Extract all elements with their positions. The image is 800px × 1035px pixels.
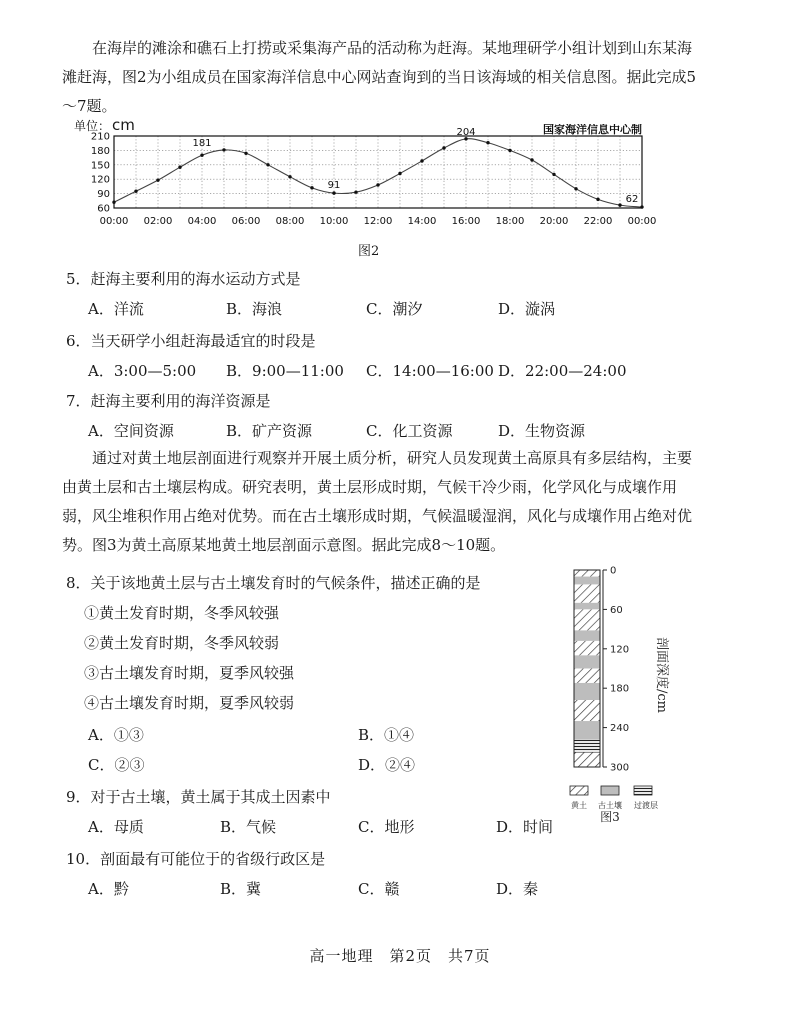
data-point — [574, 187, 577, 190]
layer-paleosol — [574, 577, 600, 585]
q10-option-c: C．赣 — [358, 880, 400, 898]
layer-loess — [574, 753, 600, 767]
data-point — [420, 159, 423, 162]
data-point — [178, 166, 181, 169]
y-tick-label: 180 — [90, 145, 110, 157]
q8-statement-4: ④古土壤发育时期，夏季风较弱 — [84, 694, 295, 712]
x-tick-label: 20:00 — [539, 216, 569, 227]
x-tick-label: 18:00 — [495, 216, 525, 227]
q10-option-a: A．黔 — [88, 880, 129, 898]
intro-paragraph-2: 通过对黄土地层剖面进行观察并开展土质分析，研究人员发现黄土高原具有多层结构，主要由黄土层和古土壤层构成。研究表明，黄土层形成时期，气候干冷少雨，化学风化与成壤作用弱，风尘堆积作用占绝对优势。而在古土壤形成时期，气候温暖湿润，风化与成壤作用占绝对优势。图3为黄土高原某地黄土地层剖面示意图。据此完成8～10题。 — [62, 449, 693, 554]
depth-tick-label: 60 — [610, 604, 623, 616]
data-point — [112, 201, 115, 204]
q10-option-b: B．冀 — [220, 880, 262, 898]
q7-option-d: D．生物资源 — [498, 422, 586, 440]
q7-option-b: B．矿产资源 — [226, 422, 313, 440]
data-point — [156, 178, 159, 181]
y-tick-label: 120 — [90, 174, 110, 186]
q8-option-d: D．②④ — [358, 756, 416, 774]
chart-unit: 单位： cm — [74, 116, 135, 134]
value-annotation: 62 — [625, 194, 639, 206]
q8-option-b: B．①④ — [358, 726, 415, 744]
y-tick-label: 60 — [97, 203, 110, 215]
tide-chart — [62, 124, 662, 236]
layer-loess — [574, 584, 600, 602]
chart-title: 国家海洋信息中心制 — [543, 124, 642, 136]
figure-3-caption: 图3 — [600, 810, 620, 824]
question-8: 8．关于该地黄土层与古土壤发育时的气候条件，描述正确的是 — [66, 574, 481, 592]
data-point — [486, 141, 489, 144]
data-point — [552, 173, 555, 176]
q9-option-b: B．气候 — [220, 818, 277, 836]
data-point — [640, 205, 643, 208]
q9-option-d: D．时间 — [496, 818, 554, 836]
layer-paleosol — [574, 603, 600, 610]
x-tick-label: 10:00 — [319, 216, 349, 227]
x-tick-label: 12:00 — [363, 216, 393, 227]
layer-loess — [574, 700, 600, 721]
depth-axis — [603, 566, 629, 774]
q6-option-a: A．3:00—5:00 — [88, 362, 197, 380]
depth-tick-label: 180 — [610, 683, 630, 695]
depth-tick-label: 120 — [610, 644, 630, 656]
data-point — [442, 146, 445, 149]
data-point — [222, 148, 225, 151]
intro-paragraph-1: 在海岸的滩涂和礁石上打捞或采集海产品的活动称为赶海。某地理研学小组计划到山东某海滩赶海，图2为小组成员在国家海洋信息中心网站查询到的当日该海域的相关信息图。据此完成5～7题。 — [62, 39, 697, 115]
q5-option-b: B．海浪 — [226, 300, 283, 318]
y-tick-label: 150 — [90, 160, 110, 172]
y-tick-label: 210 — [90, 131, 110, 143]
q10-option-d: D．秦 — [496, 880, 539, 898]
layer-loess — [574, 641, 600, 655]
layer-paleosol — [574, 683, 600, 700]
data-point — [244, 152, 247, 155]
question-6: 6．当天研学小组赶海最适宜的时段是 — [66, 332, 316, 350]
legend — [570, 786, 658, 810]
depth-axis-label: 剖面深度/cm — [654, 637, 669, 713]
x-tick-label: 04:00 — [187, 216, 217, 227]
y-tick-label: 90 — [97, 189, 110, 201]
figure-2-caption: 图2 — [358, 244, 380, 259]
q5-option-c: C．潮汐 — [366, 300, 423, 318]
layer-loess — [574, 669, 600, 683]
layer-transition — [574, 739, 600, 752]
data-point — [530, 158, 533, 161]
data-point — [200, 154, 203, 157]
x-tick-label: 16:00 — [451, 216, 481, 227]
data-point — [288, 175, 291, 178]
data-point — [376, 183, 379, 186]
depth-tick-label: 0 — [610, 565, 617, 577]
loess-profile-figure — [562, 562, 682, 824]
data-point — [508, 149, 511, 152]
data-point — [266, 163, 269, 166]
data-point — [354, 190, 357, 193]
value-annotation: 91 — [327, 180, 341, 192]
question-10: 10．剖面最有可能位于的省级行政区是 — [66, 850, 326, 868]
q5-option-a: A．洋流 — [88, 300, 144, 318]
x-tick-label: 00:00 — [627, 216, 657, 227]
layer-paleosol — [574, 655, 600, 668]
data-point — [310, 186, 313, 189]
data-point — [134, 190, 137, 193]
page-footer: 高一地理 第2页 共7页 — [309, 947, 491, 965]
legend-label-loess: 黄土 — [571, 801, 587, 810]
q8-option-a: A．①③ — [88, 726, 144, 744]
q8-statement-2: ②黄土发育时期，冬季风较弱 — [84, 634, 280, 652]
question-5: 5．赶海主要利用的海水运动方式是 — [66, 270, 301, 288]
q9-option-c: C．地形 — [358, 818, 415, 836]
layer-paleosol — [574, 721, 600, 739]
value-annotation: 204 — [456, 126, 476, 138]
q8-statement-3: ③古土壤发育时期，夏季风较强 — [84, 664, 295, 682]
depth-tick-label: 300 — [610, 762, 630, 774]
q8-option-c: C．②③ — [88, 756, 145, 774]
x-tick-label: 02:00 — [143, 216, 173, 227]
legend-swatch-paleosol — [601, 786, 619, 795]
data-point — [618, 203, 621, 206]
question-7: 7．赶海主要利用的海洋资源是 — [66, 392, 271, 410]
data-point — [596, 198, 599, 201]
x-tick-label: 22:00 — [583, 216, 613, 227]
legend-swatch-loess — [570, 786, 588, 795]
q6-option-d: D．22:00—24:00 — [498, 362, 627, 380]
legend-swatch-transition — [634, 786, 652, 795]
question-9: 9．对于古土壤，黄土属于其成土因素中 — [66, 788, 331, 806]
legend-label-transition: 过渡层 — [634, 801, 658, 810]
legend-label-paleosol: 古土壤 — [598, 801, 622, 810]
x-tick-label: 06:00 — [231, 216, 261, 227]
q9-option-a: A．母质 — [88, 818, 144, 836]
layer-paleosol — [574, 630, 600, 641]
q6-option-b: B．9:00—11:00 — [226, 362, 344, 380]
q7-option-a: A．空间资源 — [88, 422, 174, 440]
layer-loess — [574, 609, 600, 630]
q7-option-c: C．化工资源 — [366, 422, 453, 440]
x-tick-label: 14:00 — [407, 216, 437, 227]
q5-option-d: D．漩涡 — [498, 300, 556, 318]
x-tick-label: 00:00 — [99, 216, 129, 227]
profile-column — [574, 570, 600, 767]
x-tick-label: 08:00 — [275, 216, 305, 227]
layer-loess — [574, 570, 600, 577]
depth-tick-label: 240 — [610, 723, 630, 735]
data-point — [398, 172, 401, 175]
q8-statement-1: ①黄土发育时期，冬季风较强 — [84, 604, 280, 622]
q6-option-c: C．14:00—16:00 — [366, 362, 494, 380]
data-point — [332, 191, 335, 194]
value-annotation: 181 — [192, 137, 212, 149]
